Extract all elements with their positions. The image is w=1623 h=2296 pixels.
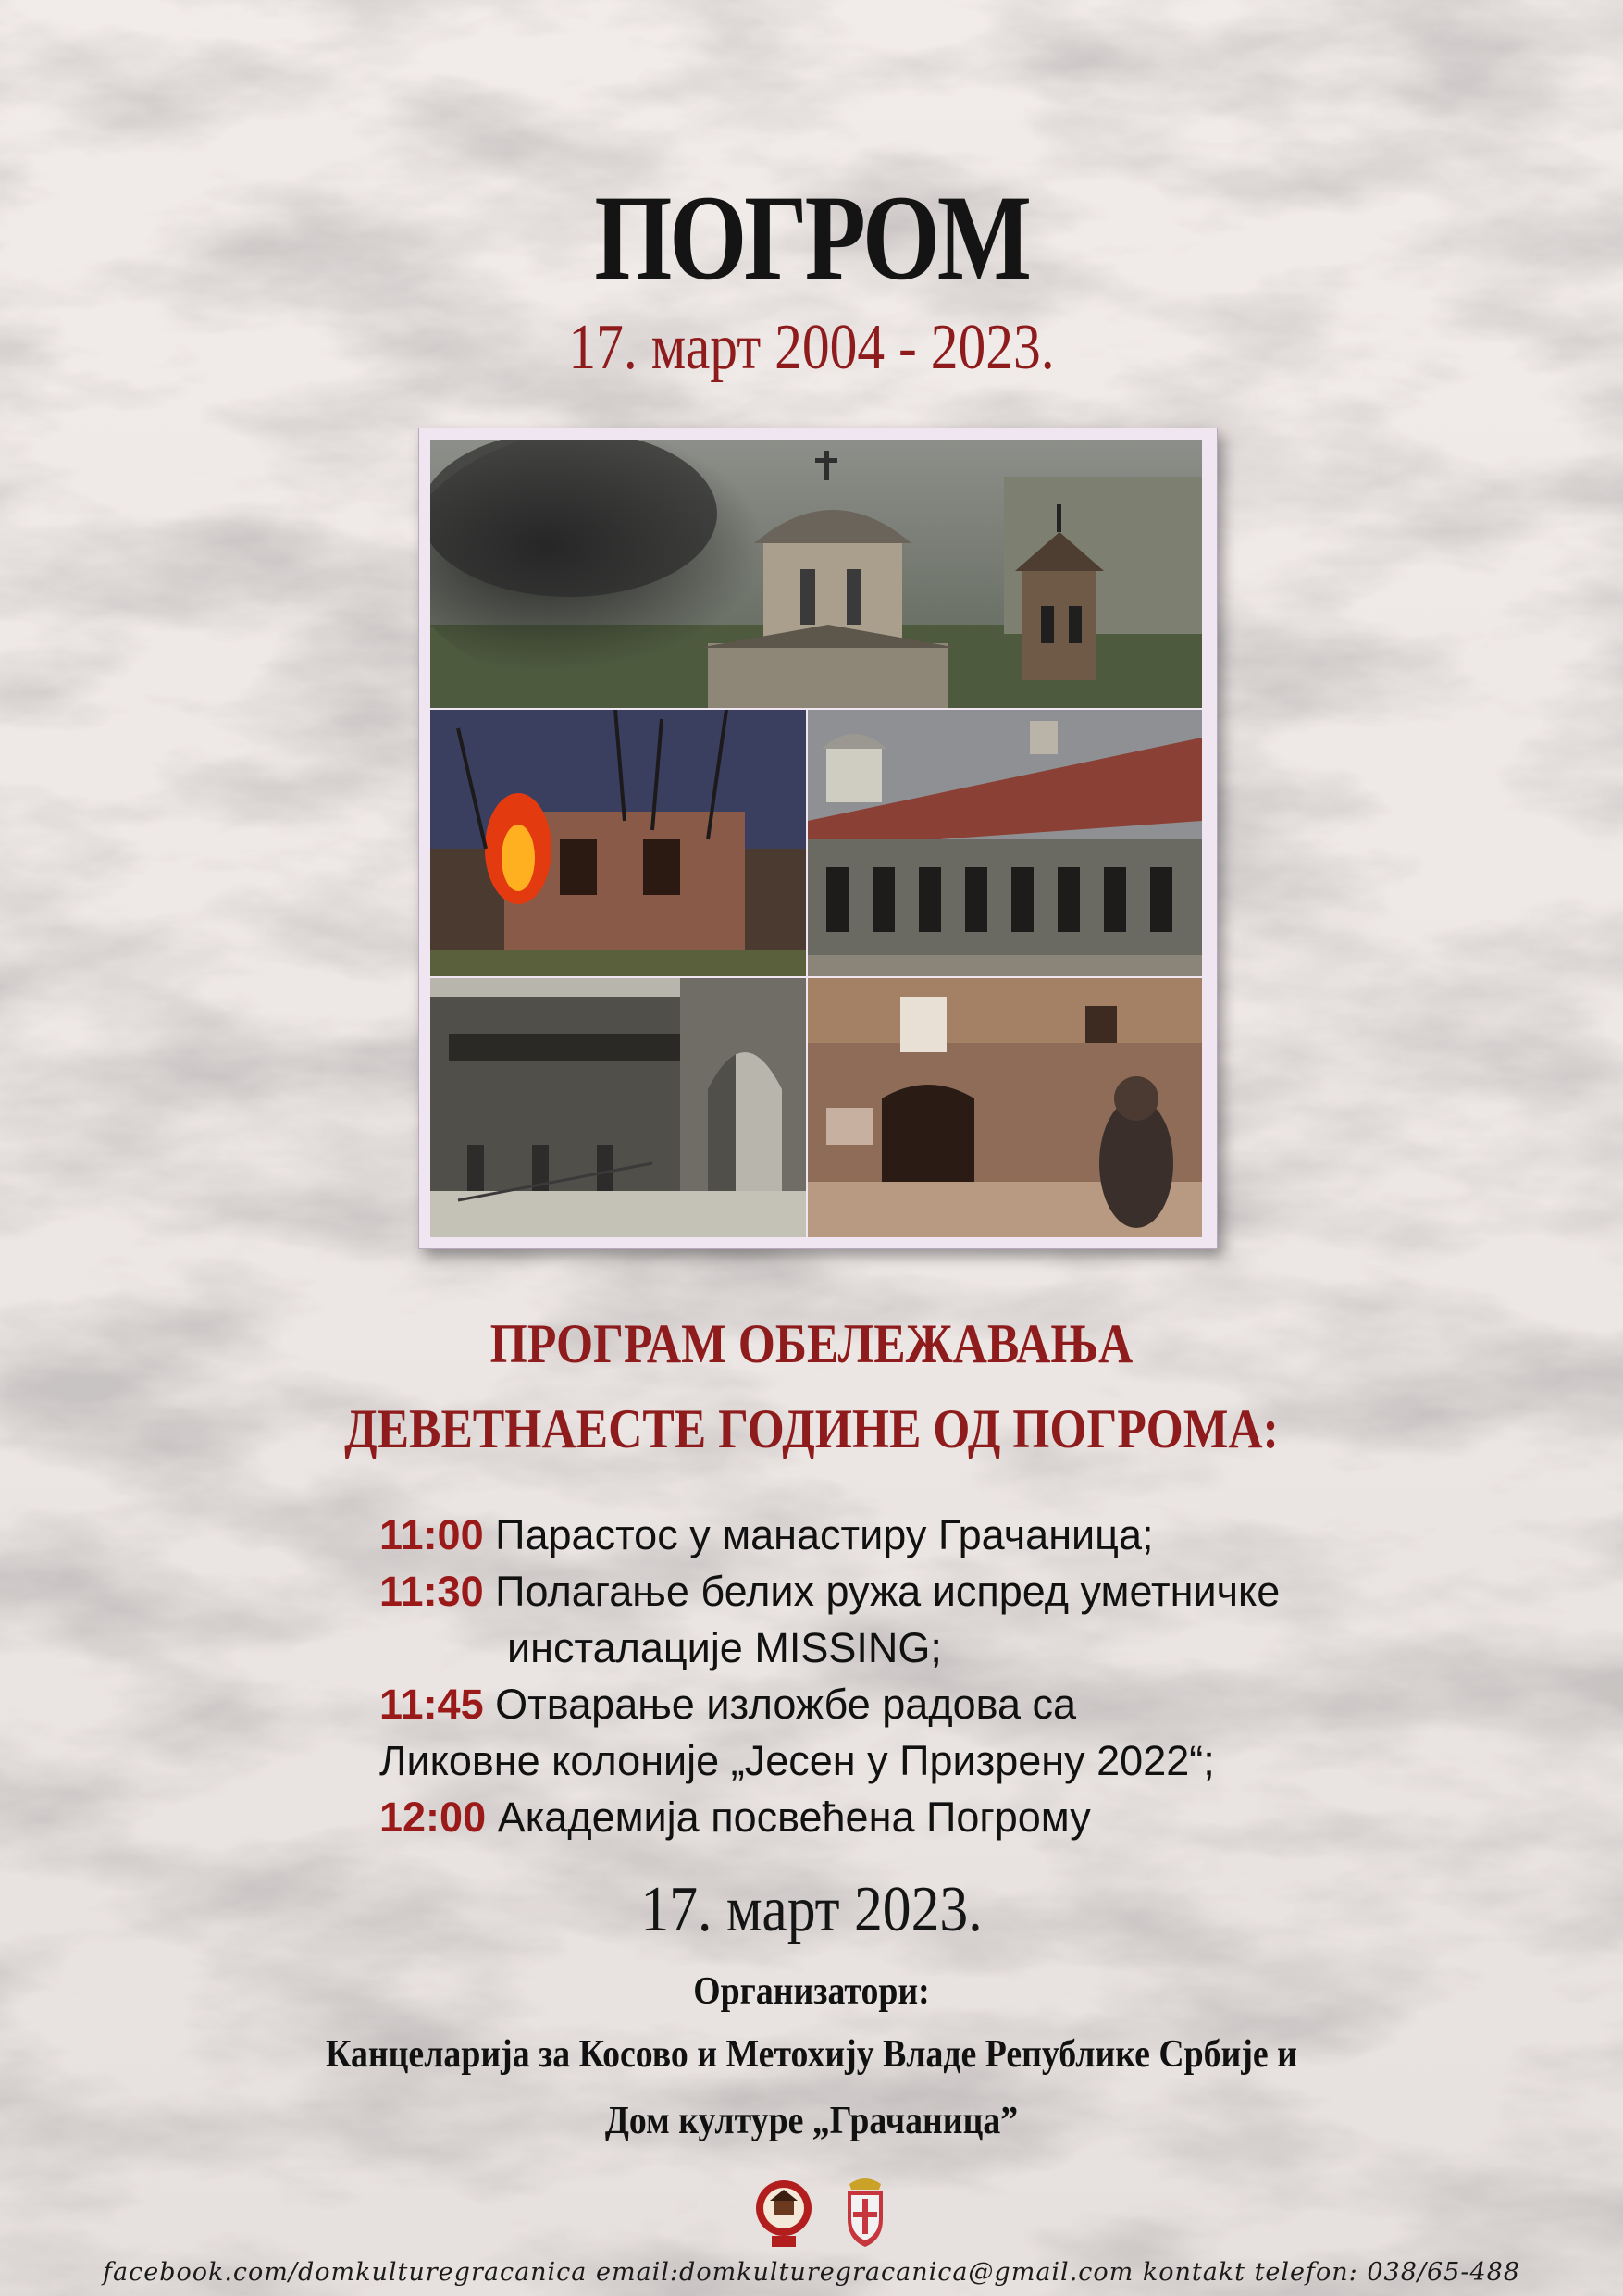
burning-house-photo: [430, 710, 806, 976]
photo-collage: [418, 428, 1218, 1249]
program-item: [379, 1563, 1280, 1620]
burned-gate-photo: [430, 978, 806, 1237]
footer-contact: facebook.com/domkulturegracanica email:domkulturegracanica@gmail.com kontakt telefon: 038/65-488: [103, 2258, 1520, 2287]
program-text: Отварање изложбе радова са: [495, 1681, 1077, 1728]
program-heading-line2: ДЕВЕТНАЕСТЕ ГОДИНЕ ОД ПОГРОМА:: [344, 1398, 1279, 1459]
burned-monastery-photo: [808, 710, 1202, 976]
program-item: [379, 1507, 1280, 1563]
program-time: 11:30: [379, 1568, 484, 1615]
program-item: [379, 1676, 1280, 1732]
program-time: 12:00: [379, 1793, 487, 1841]
event-date: 17. март 2023.: [640, 1874, 983, 1945]
dom-kulture-logo-icon: [751, 2171, 816, 2251]
program-text: Академија посвећена Погрому: [497, 1793, 1091, 1841]
program-time: 11:00: [379, 1511, 484, 1558]
burned-church-photo: [808, 978, 1202, 1237]
program-time: 11:45: [379, 1681, 484, 1728]
program-item: [379, 1789, 1280, 1845]
program-text: Полагање белих ружа испред уметничке: [495, 1568, 1281, 1615]
date-range: 17. март 2004 - 2023.: [568, 312, 1055, 383]
program-text-continued: инсталације MISSING;: [507, 1624, 942, 1671]
page-title: ПОГРОМ: [594, 169, 1029, 305]
organizers-label: Организатори:: [693, 1970, 930, 2013]
program-list: [379, 1507, 1280, 1845]
organizers-line2: Дом културе „Грачаница”: [604, 2100, 1019, 2142]
program-text: Парастос у манастиру Грачаница;: [495, 1511, 1154, 1558]
serbia-coat-of-arms-icon: [833, 2171, 898, 2251]
organizers-line1: Канцеларија за Косово и Метохију Владе Републике Србије и: [326, 2033, 1297, 2076]
burning-church-photo: [430, 440, 1202, 708]
program-heading-line1: ПРОГРАМ ОБЕЛЕЖАВАЊА: [489, 1313, 1134, 1374]
program-text-continued: Ликовне колоније „Јесен у Призрену 2022“;: [379, 1737, 1215, 1784]
